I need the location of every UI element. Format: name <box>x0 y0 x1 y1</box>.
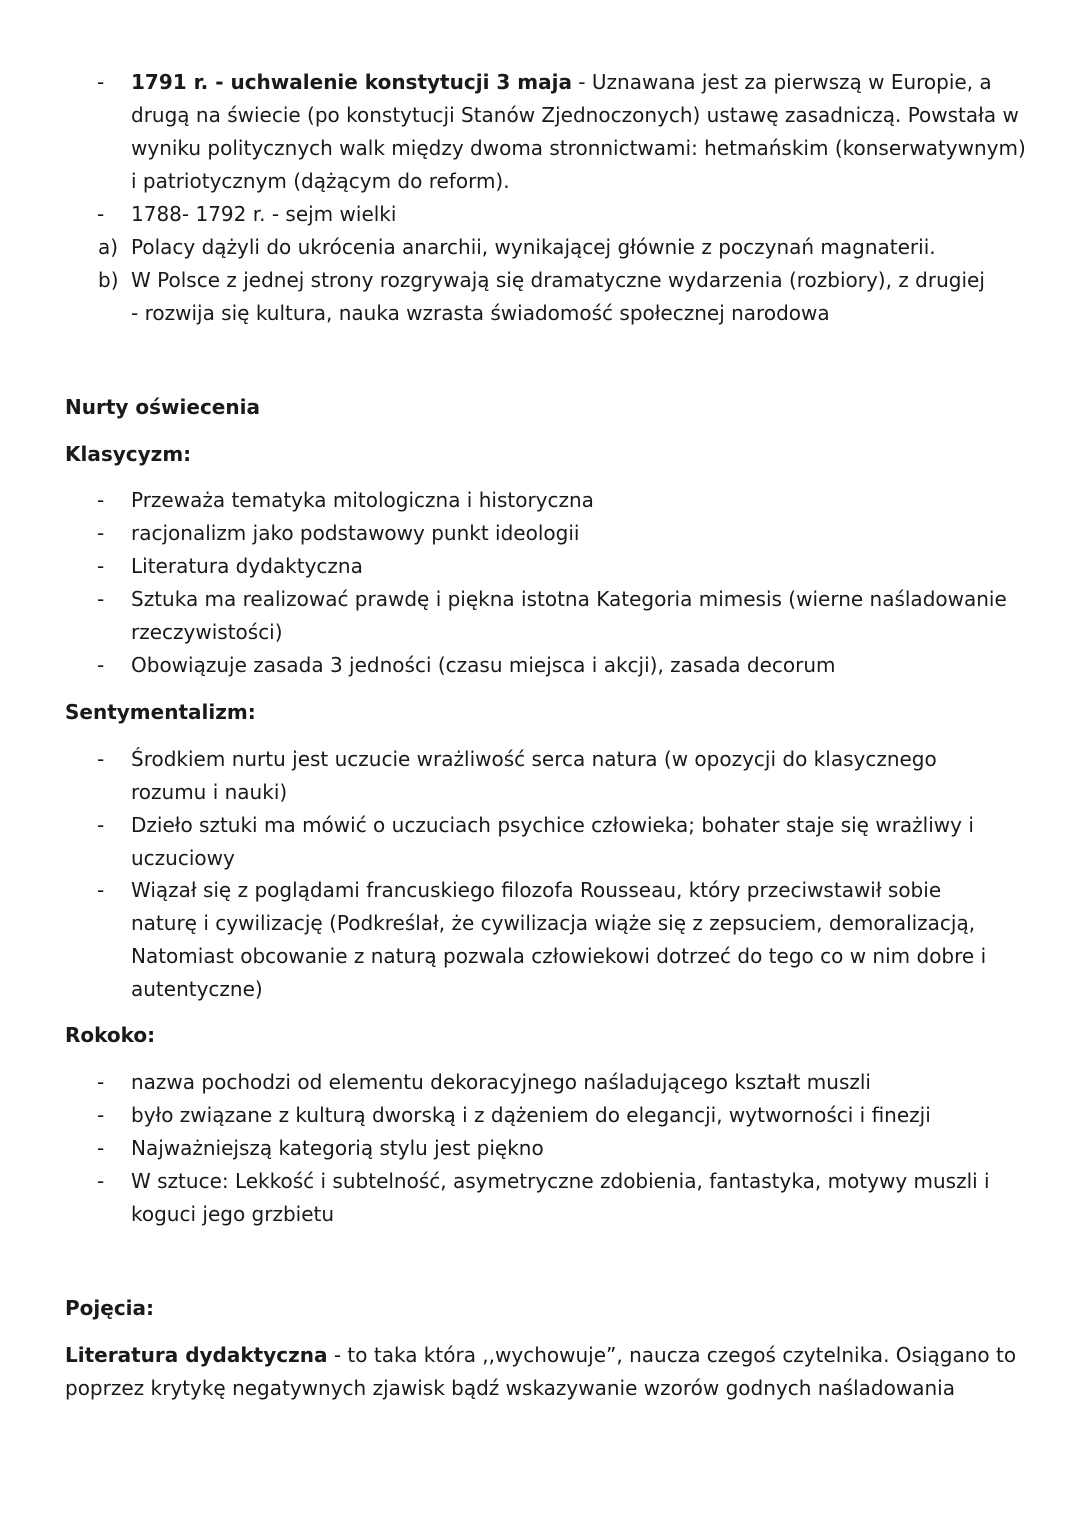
bullet: - <box>97 1070 105 1094</box>
list-item <box>0 649 1080 682</box>
list-item <box>0 66 1080 99</box>
list-item <box>0 550 1080 583</box>
list-item-text: Środkiem nurtu jest uczucie wrażliwość serca natura (w opozycji do klasycznego <box>131 747 937 771</box>
klasycyzm-heading: Klasycyzm: <box>65 442 192 466</box>
sentymentalizm-heading: Sentymentalizm: <box>65 700 256 724</box>
list-item <box>0 517 1080 550</box>
list-item-text: rozumu i nauki) <box>131 780 288 804</box>
definition-text: poprzez krytykę negatywnych zjawisk bądź wskazywanie wzorów godnych naśladowania <box>65 1376 955 1400</box>
sub-item-text: W Polsce z jednej strony rozgrywają się dramatyczne wydarzenia (rozbiory), z drugiej <box>131 268 985 292</box>
list-item <box>0 583 1080 616</box>
event-description-line: drugą na świecie (po konstytucji Stanów Zjednoczonych) ustawę zasadniczą. Powstała w <box>131 103 1019 127</box>
bullet: - <box>97 202 105 226</box>
sub-item-a <box>0 231 1080 264</box>
bullet: - <box>97 488 105 512</box>
list-item-text: naturę i cywilizację (Podkreślał, że cywilizacja wiąże się z zepsuciem, demoralizacją, <box>131 911 976 935</box>
list-item-text: racjonalizm jako podstawowy punkt ideologii <box>131 521 580 545</box>
bullet: - <box>97 653 105 677</box>
list-item-text: Najważniejszą kategorią stylu jest piękno <box>131 1136 544 1160</box>
bullet: - <box>97 878 105 902</box>
bullet: - <box>97 1169 105 1193</box>
list-item <box>0 1066 1080 1099</box>
section-title: Nurty oświecenia <box>65 395 260 419</box>
list-item <box>0 743 1080 776</box>
list-item <box>0 198 1080 231</box>
list-item <box>0 484 1080 517</box>
event-title: 1788- 1792 r. - sejm wielki <box>131 202 397 226</box>
pojecia-heading: Pojęcia: <box>65 1296 155 1320</box>
list-item-text: Przeważa tematyka mitologiczna i historyczna <box>131 488 594 512</box>
list-marker: b) <box>98 268 119 292</box>
list-item-text: Natomiast obcowanie z naturą pozwala człowiekowi dotrzeć do tego co w nim dobre i <box>131 944 987 968</box>
list-item-text: koguci jego grzbietu <box>131 1202 335 1226</box>
list-item-text: Wiązał się z poglądami francuskiego filozofa Rousseau, który przeciwstawił sobie <box>131 878 942 902</box>
bullet: - <box>97 521 105 545</box>
sub-item-text: Polacy dążyli do ukrócenia anarchii, wynikającej głównie z poczynań magnaterii. <box>131 235 936 259</box>
event-description: - Uznawana jest za pierwszą w Europie, a <box>571 70 992 94</box>
definition <box>65 1339 1016 1372</box>
list-marker: a) <box>98 235 119 259</box>
sub-item-text: - rozwija się kultura, nauka wzrasta świadomość społecznej narodowa <box>131 301 830 325</box>
list-item <box>0 1165 1080 1198</box>
list-item-text: było związane z kulturą dworską i z dążeniem do elegancji, wytworności i finezji <box>131 1103 931 1127</box>
list-item <box>0 809 1080 842</box>
list-item-text: autentyczne) <box>131 977 263 1001</box>
bullet: - <box>97 1103 105 1127</box>
event-description-line: i patriotycznym (dążącym do reform). <box>131 169 510 193</box>
list-item-text: nazwa pochodzi od elementu dekoracyjnego naśladującego kształt muszli <box>131 1070 871 1094</box>
list-item-text: rzeczywistości) <box>131 620 283 644</box>
list-item <box>0 1132 1080 1165</box>
list-item-text: Dzieło sztuki ma mówić o uczuciach psychice człowieka; bohater staje się wrażliwy i <box>131 813 974 837</box>
sub-item-b <box>0 264 1080 297</box>
list-item <box>0 1099 1080 1132</box>
list-item-text: Obowiązuje zasada 3 jedności (czasu miejsca i akcji), zasada decorum <box>131 653 836 677</box>
event-title: 1791 r. - uchwalenie konstytucji 3 maja <box>131 70 572 94</box>
list-item-text: uczuciowy <box>131 846 235 870</box>
bullet: - <box>97 554 105 578</box>
list-item-text: Literatura dydaktyczna <box>131 554 363 578</box>
bullet: - <box>97 70 105 94</box>
event-description-line: wyniku politycznych walk między dwoma stronnictwami: hetmańskim (konserwatywnym) <box>131 136 1026 160</box>
bullet: - <box>97 587 105 611</box>
bullet: - <box>97 813 105 837</box>
bullet: - <box>97 747 105 771</box>
list-item-text: W sztuce: Lekkość i subtelność, asymetryczne zdobienia, fantastyka, motywy muszli i <box>131 1169 990 1193</box>
rokoko-heading: Rokoko: <box>65 1023 156 1047</box>
definition-text: - to taka która ,,wychowuje”, naucza czegoś czytelnika. Osiągano to <box>327 1343 1017 1367</box>
bullet: - <box>97 1136 105 1160</box>
list-item-text: Sztuka ma realizować prawdę i piękna istotna Kategoria mimesis (wierne naśladowanie <box>131 587 1007 611</box>
definition-term: Literatura dydaktyczna <box>65 1343 328 1367</box>
list-item <box>0 874 1080 907</box>
